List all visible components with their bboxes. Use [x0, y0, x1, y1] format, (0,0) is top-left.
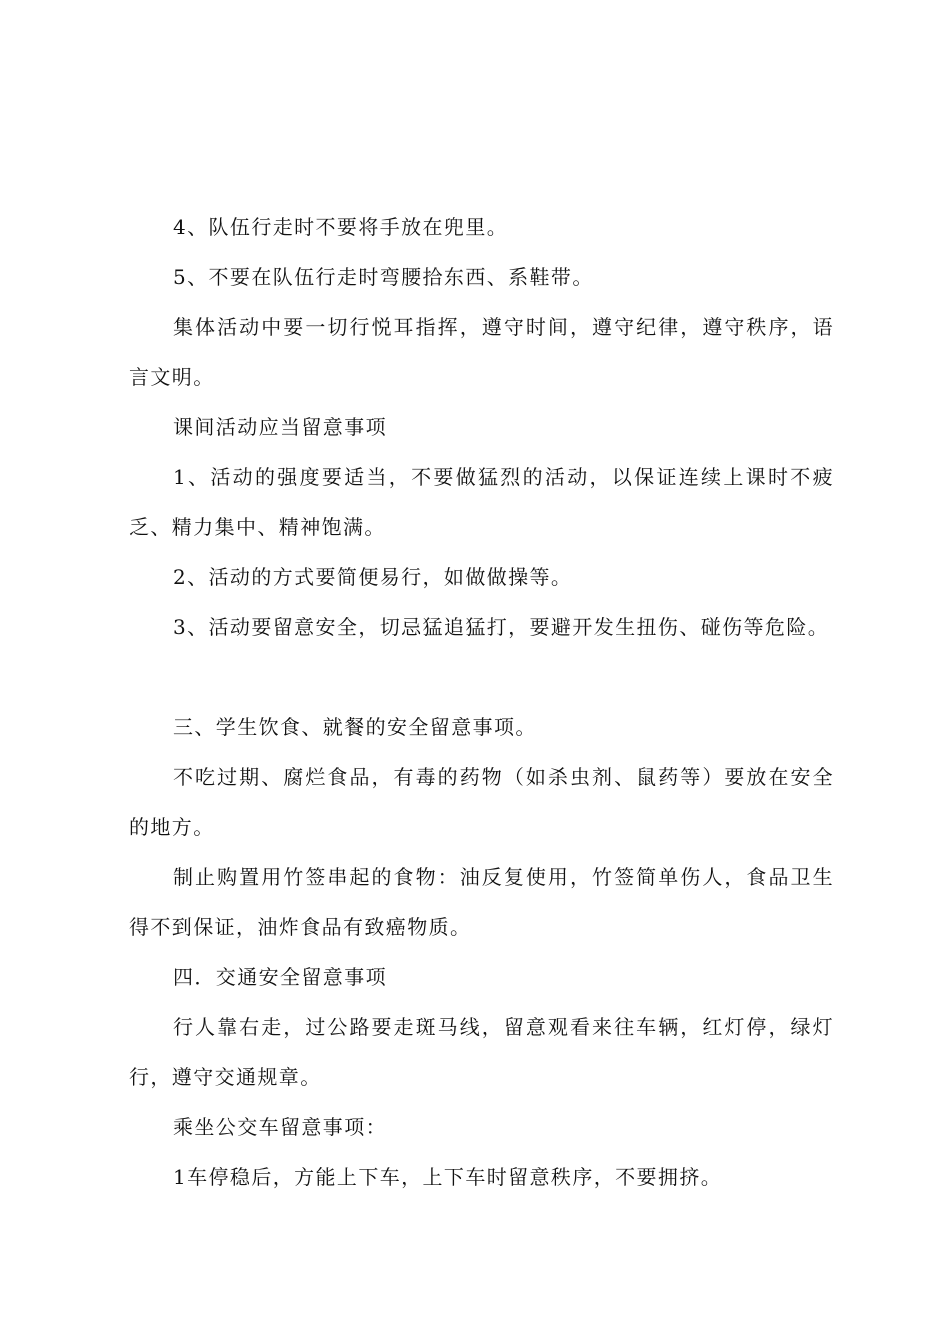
- paragraph: 集体活动中要一切行悦耳指挥，遵守时间，遵守纪律，遵守秩序，语言文明。: [129, 315, 834, 389]
- paragraph: 3、活动要留意安全，切忌猛追猛打，要避开发生扭伤、碰伤等危险。: [173, 615, 830, 639]
- section-heading: 乘坐公交车留意事项：: [173, 1115, 387, 1139]
- section-heading: 四．交通安全留意事项: [173, 965, 387, 989]
- paragraph: 1车停稳后，方能上下车，上下车时留意秩序，不要拥挤。: [173, 1165, 723, 1189]
- paragraph: 行人靠右走，过公路要走斑马线，留意观看来往车辆，红灯停，绿灯行，遵守交通规章。: [129, 1015, 834, 1089]
- paragraph: 2、活动的方式要简便易行，如做做操等。: [173, 565, 573, 589]
- paragraph: 5、不要在队伍行走时弯腰拾东西、系鞋带。: [173, 265, 594, 289]
- section-heading: 课间活动应当留意事项: [173, 415, 387, 439]
- paragraph: 不吃过期、腐烂食品，有毒的药物（如杀虫剂、鼠药等）要放在安全的地方。: [129, 765, 834, 839]
- paragraph: 4、队伍行走时不要将手放在兜里。: [173, 215, 509, 239]
- paragraph: 制止购置用竹签串起的食物：油反复使用，竹签简单伤人，食品卫生得不到保证，油炸食品有致癌物质。: [129, 865, 834, 939]
- paragraph: 1、活动的强度要适当，不要做猛烈的活动，以保证连续上课时不疲乏、精力集中、精神饱满。: [129, 465, 834, 539]
- section-heading: 三、学生饮食、就餐的安全留意事项。: [173, 715, 537, 739]
